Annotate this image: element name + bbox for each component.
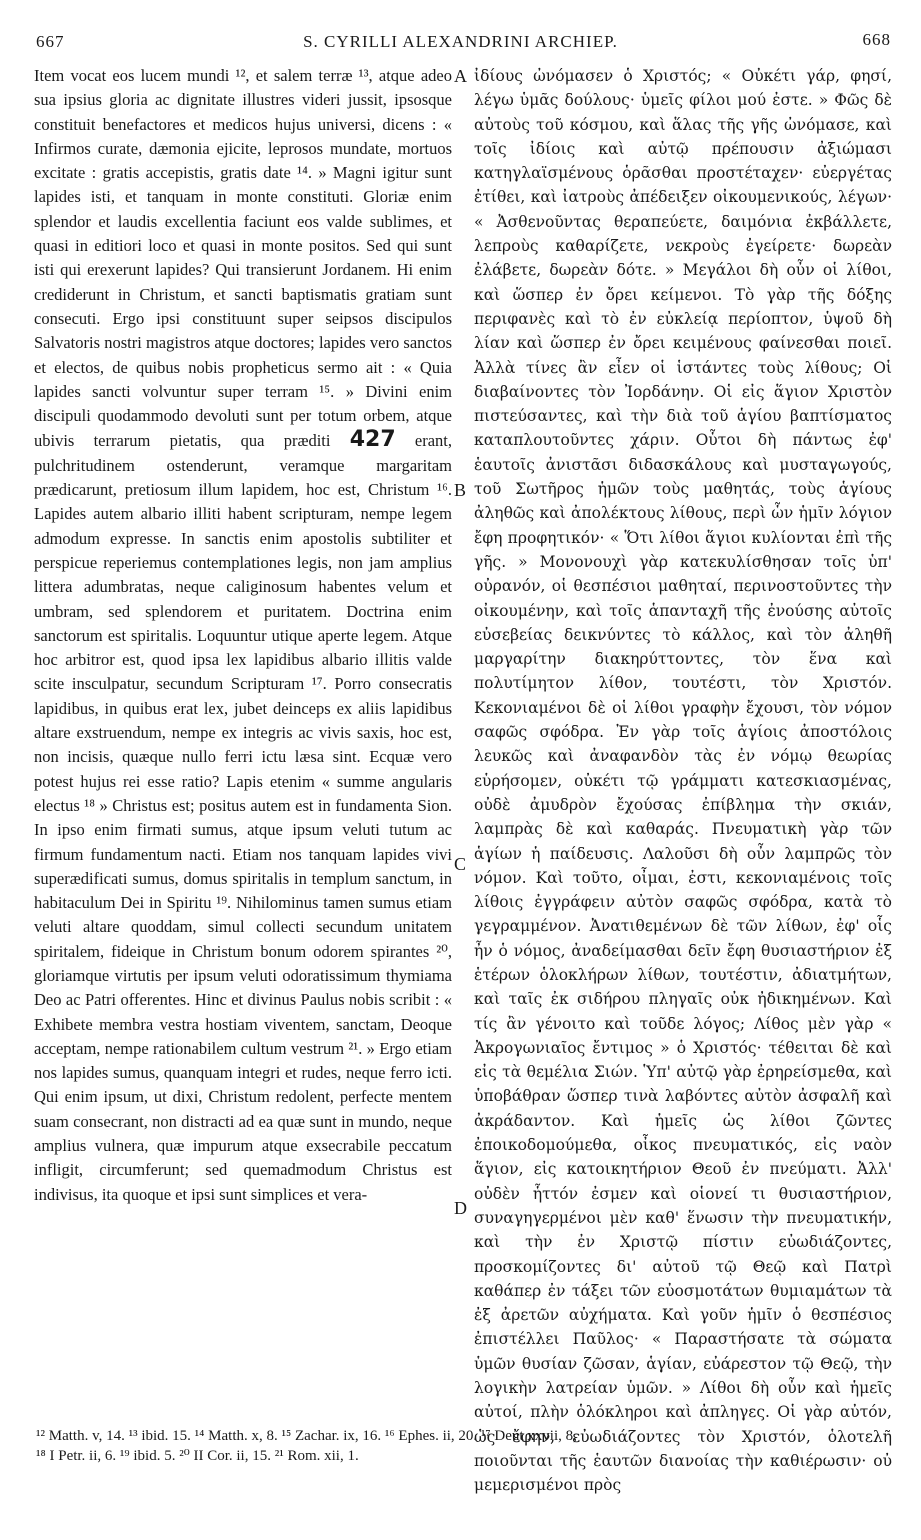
latin-text-part-1: Item vocat eos lucem mundi ¹², et salem terræ ¹³, atque adeo sua ipsius gloria ac dignitate illustres videri jussit, ipsosque constituit benefactores et medicos hujus universi, dicens : « Infirmos curate, dæmonia ejicite, leprosos mundate, mortuos excitate : gratis accepistis, gratis date ¹⁴. » Magni igitur sunt lapides isti, et tanquam in monte constituti. Gloriæ enim splendor et laudis excellentia faciunt eos valde sublimes, et quasi in editiori loco et quasi in monte positos. Sed qui sunt isti qui erexerunt lapides? Qui transierunt Jordanem. Hi enim crediderunt in Christum, et sancti baptismatis gratiam sunt consecuti. Ergo ipsi constituunt super seipsos discipulos Salvatoris nostri magistros atque doctores; lapides vero sanctos et electos, de quibus nobis propheticus sermo ait : « Quia lapides sancti volvuntur super terram ¹⁵. » Divini enim discipuli quodammodo devoluti sunt per totum orbem, atque ubivis terrarum pietatis, qua præditi — [34, 66, 452, 451]
latin-paragraph — [34, 64, 452, 1207]
page-number-left: 667 — [36, 32, 65, 51]
margin-marker-d: D — [454, 1198, 467, 1218]
page-number-right: 668 — [862, 30, 891, 49]
footnote-line-1: ¹² Matth. v, 14. ¹³ ibid. 15. ¹⁴ Matth. x, 8. ¹⁵ Zachar. ix, 16. ¹⁶ Ephes. ii, 20. ¹⁷ Deut xxvii, 8, — [36, 1428, 577, 1444]
running-header — [0, 30, 921, 60]
latin-column — [34, 64, 452, 1207]
footnote-line-2: ¹⁸ I Petr. ii, 6. ¹⁹ ibid. 5. ²⁰ II Cor. ii, 15. ²¹ Rom. xii, 1. — [36, 1448, 359, 1464]
margin-marker-a: A — [454, 66, 467, 86]
running-title: S. CYRILLI ALEXANDRINI ARCHIEP. — [303, 32, 618, 51]
margin-marker-b: B — [454, 480, 467, 500]
margin-marker-c: C — [454, 854, 467, 874]
footnotes — [36, 1426, 896, 1466]
greek-column — [474, 64, 892, 1498]
side-number: 427 — [349, 427, 396, 453]
margin-markers — [452, 64, 472, 1464]
latin-text-part-2: erant, pulchritudinem ostenderunt, veramque margaritam prædicarunt, pretiosum illum lapidem, hoc est, Christum ¹⁶. Lapides autem albario illiti habent scripturam, nempe legem admodum expresse. In sanctis enim apostolis subtiliter et perspicue reperiemus contemplationes legis, non jam amplius littera adumbratas, neque caliginosum habentes velum et umbram, sed splendorem et puritatem. Doctrina enim sanctorum est spiritalis. Loquuntur utique aperte legem. Atque hoc arbitror est, quod ipsa lex lapidibus albario illitis valde scite insculpatur, secundum Scripturam ¹⁷. Porro consecratis lapidibus, in quibus erat lex, jubet deinceps ex aliis lapidibus altare exstruendum, nempe ex integris ac vivis saxis, hoc est, non incisis, quæque nullo ferri ictu læsa sint. Ecquæ vero potest hujus rei esse ratio? Lapis etenim « summe angularis electus ¹⁸ » Christus est; positus autem est in fundamenta Sion. In ipso enim firmati sumus, atque ipsum veluti tutum ac firmum fundamentum nacti. Etiam nos tanquam lapides vivi superædificati sumus, domus spiritalis in templum sanctum, in habitaculum Dei in Spiritu ¹⁹. Nihilominus tamen sumus etiam veluti altare quoddam, simul collecti secundum unitatem spiritalem, fideique in Christum bonum odorem spirantes ²⁰, gloriamque virtutis per ipsum veluti odoratissimum thymiama Deo ac Patri offerentes. Hinc et divinus Paulus nobis scribit : « Exhibete membra vestra hostiam viventem, sanctam, Deoque acceptam, nempe rationabilem cultum vestrum ²¹. » Ergo etiam nos lapides sumus, quanquam integri et rudes, neque ferro icti. Qui enim ipsum, ut dixi, Christum redolent, perfecte mentem suam consecrant, non distracti ad ea quæ sunt in mundo, neque amplius vulnera, quæ impurum atque exsecrabile peccatum infligit, circumferunt; sed quemadmodum Christus est indivisus, ita quoque et ipsi sunt simplices et vera- — [34, 431, 453, 1204]
greek-paragraph: ἰδίους ὠνόμασεν ὁ Χριστός; « Οὐκέτι γάρ, φησί, λέγω ὑμᾶς δούλους· ὑμεῖς φίλοι μού ἐστε. » Φῶς δὲ αὐτοὺς τοῦ κόσμου, καὶ ἅλας τῆς γῆς ὠνόμασε, καὶ τοῖς ἰδίοις καὶ αὐτῷ πρέπουσιν ἀξιώμασι κατηγλαϊσμένους ὁρᾶσθαι προστέταχεν· εὐεργέτας ἐτίθει, καὶ ἰατροὺς ἀπέδειξεν οἰκουμενικούς, λέγων· « Ἀσθενοῦντας θεραπεύετε, δαιμόνια ἐκβάλλετε, λεπροὺς καθαρίζετε, νεκροὺς ἐγείρετε· δωρεὰν ἐλάβετε, δωρεὰν δότε. » Μεγάλοι δὴ οὖν οἱ λίθοι, καὶ ὥσπερ ἐν ὄρει κείμενοι. Τὸ γὰρ τῆς δόξης περιφανὲς καὶ τὸ ἐν εὐκλείᾳ περίοπτον, ὑψοῦ δὴ λίαν καὶ ὥσπερ ἐν ὄρει κειμένους φαίνεσθαι ποιεῖ. Ἀλλὰ τίνες ἂν εἶεν οἱ ἱστάντες τοὺς λίθους; Οἱ διαβαίνοντες τὸν Ἰορδάνην. Οἱ εἰς ἅγιον Χριστὸν πιστεύσαντες, καὶ τὴν διὰ τοῦ ἁγίου βαπτίσματος καταπλουτοῦντες χάριν. Οὗτοι δὴ πάντως ἐφ' ἑαυτοῖς ἀνιστᾶσι διδασκάλους καὶ μυσταγωγούς, τοῦ Σωτῆρος ἡμῶν τοὺς μαθητάς, τοὺς ἁγίους ἀληθῶς καὶ ἀπολέκτους λίθους, περὶ ὧν ἡμῖν λόγιον ἔφη προφητικόν· « Ὅτι λίθοι ἅγιοι κυλίονται ἐπὶ τῆς γῆς. » Μονονουχὶ γὰρ κατεκυλίσθησαν τοῖς ὑπ' οὐρανόν, οἱ θεσπέσιοι μαθηταί, περινοστοῦντες τὴν οἰκουμένην, καὶ τοῖς ἁπανταχῆ τῆς ἐνούσης αὐτοῖς εὐσεβείας δεικνύντες τὸ κάλλος, καὶ τὸν ἀληθῆ μαργαρίτην διακηρύττοντες, τὸν ἕνα καὶ πολυτίμητον λίθον, τουτέστι, τὸν Χριστόν. Κεκονιαμένοι δὲ οἱ λίθοι γραφὴν ἔχουσι, τὸν νόμον σαφῶς σφόδρα. Ἐν γὰρ τοῖς ἁγίοις ἀποστόλοις λευκῶς καὶ ἀναφανδὸν τὰς ἐν νόμῳ θεωρίας εὑρήσομεν, οὐκέτι τῷ γράμματι κατεσκιασμένας, οὐδὲ ἀμυδρὸν ἔχούσας ἐπίβλημα τὴν σκιάν, λαμπρὰς δὲ καὶ καθαράς. Πνευματικὴ γὰρ τῶν ἁγίων ἡ παίδευσις. Λαλοῦσι δὴ οὖν λαμπρῶς τὸν νόμον. Καὶ τοῦτο, οἶμαι, ἐστι, κεκονιαμένοις τοῖς λίθοις ἐγγράφειν αὐτὸν σαφῶς σφόδρα, κατὰ τὸ γεγραμμένον. Ἀνατιθεμένων δὲ τῶν λίθων, ἐφ' οἷς ἦν ὁ νόμος, ἀναδείμασθαι δεῖν ἔφη θυσιαστήριον ἐξ ἑτέρων ὁλοκλήρων λίθων, τουτέστιν, ἀδιατμήτων, καὶ ταῖς ἐκ σιδήρου πληγαῖς οὐκ ἠδικημένων. Καὶ τίς ἂν γένοιτο καὶ τοῦδε λόγος; Λίθος μὲν γὰρ « Ἀκρογωνιαῖος ἔντιμος » ὁ Χριστός· τέθειται δὲ καὶ εἰς τὰ θεμέλια Σιών. Ὑπ' αὐτῷ γὰρ ἐρηρείσμεθα, καὶ ὑποβάθραν ὥσπερ τινὰ λαβόντες αὐτὸν ἀσφαλῆ καὶ ἀκράδαντον. Καὶ ἡμεῖς ὡς λίθοι ζῶντες ἐποικοδομούμεθα, οἶκος πνευματικός, εἰς ναὸν ἅγιον, εἰς κατοικητήριον Θεοῦ ἐν πνεύματι. Ἀλλ' οὐδὲν ἧττόν ἐσμεν καὶ οἱονεί τι θυσιαστήριον, συναγηγερμένοι μὲν καθ' ἕνωσιν τὴν πνευματικήν, καὶ τὴν ἐν Χριστῷ πίστιν εὐωδιάζοντες, προσκομίζοντες δι' αὐτοῦ τῷ Θεῷ καὶ Πατρὶ καθάπερ ἐν τάξει τῶν εὐοσμοτάτων θυμιαμάτων τὰ ἐξ ἀρετῶν αὐχήματα. Καὶ γοῦν ἡμῖν ὁ θεσπέσιος ἐπιστέλλει Παῦλος· « Παραστήσατε τὰ σώματα ὑμῶν θυσίαν ζῶσαν, ἁγίαν, εὐάρεστον τῷ Θεῷ, τὴν λογικὴν λατρείαν ὑμῶν. » Λίθοι δὴ οὖν καὶ ἡμεῖς αὐτοί, πλὴν ὁλόκληροι καὶ ἀπληγες. Οἱ γὰρ αὐτόν, ὡς ἔφην, εὐωδιάζοντες τὸν Χριστόν, ὁλοτελῆ ποιοῦνται τῆς ἑαυτῶν διανοίας τὴν καθιέρωσιν· οὐ μεμερισμένοι πρὸς — [474, 67, 892, 1495]
